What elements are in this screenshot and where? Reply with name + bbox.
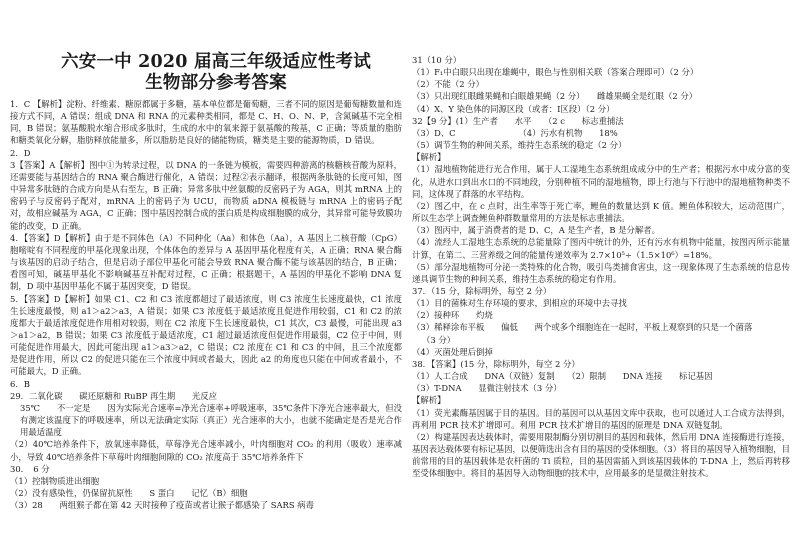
- analysis-label-q32: 【解析】: [412, 152, 446, 163]
- answer-q37-head: 37．（15 分，除标明外，每空 2 分）: [412, 285, 552, 296]
- answer-q37-3-score: （3 分）: [422, 334, 456, 345]
- analysis-q32-3: （3）图丙中，属于消费者的是 D、C，A 是生产者，B 是分解者。: [412, 225, 661, 236]
- answer-q2: 2．D: [10, 147, 31, 158]
- answer-q31-head: 31（10 分）: [412, 55, 462, 65]
- answer-q1: 1．C 【解析】淀粉、纤维素、糖原都属于多糖，基本单位都是葡萄糖，三者不同的原因是葡萄糖数量和连接方式不同，A 错误；组成 DNA 和 RNA 的元素种类相同，都是 C、H、O、N、P，含氮碱基不完全相同，B 错误；氨基酸脱水缩合形成多肽时，生成的水中的氧来源于氨基酸的羧基，C 正确；等质量的脂肪和糖类氧化分解，脂肪释放能量多，所以脂肪是良好的储能物质，糖类是主要的能源物质，D 错误。: [10, 99, 402, 146]
- analysis-label-q38: 【解析】: [412, 395, 446, 406]
- answer-q6: 6．B: [10, 378, 30, 389]
- answer-q31-2: （2）不能（2 分）: [412, 79, 484, 90]
- analysis-q38-2: （2）构建基因表达载体时，需要用限制酶分别切割目的基因和载体，然后用 DNA 连接酶进行连接，基因表达载体要有标记基因，以便筛选出含有目的基因的受体细胞。（3）将目的基因导入植物细胞，目前常用的目的基因载体是农杆菌的 Ti 质粒，目的基因需插入到该基因载体的 T-DNA 上，然后再转移至受体细胞中。将目的基因导入动物细胞的技术中，应用最多的是显微注射技术。: [412, 431, 791, 479]
- answer-q37-4: （4）灭菌处理后倒掉: [412, 346, 493, 357]
- answer-q31-3: （3）只出现红眼雌果蝇和白眼雄果蝇（2 分） 雌雄果蝇全是红眼（2 分）: [412, 91, 698, 102]
- answer-q29-part2: （2）40℃培养条件下，放氧速率降低，草莓净光合速率减小，叶肉细胞对 CO₂ 的利用（吸收）速率减小，导致 40℃培养条件下草莓叶肉细胞间隙的 CO₂ 浓度高于 35℃培养条件下: [10, 439, 402, 462]
- answer-q3: 3【答案】A【解析】图中①为转录过程，以 DNA 的一条链为模板，需要四种游离的核糖核苷酸为原料，还需要能与基因结合的 RNA 聚合酶进行催化，A 错误；过程②表示翻译，根据两条肽链的长度可知，图中异常多肽链的合成方向是从右至左，B 正确；异常多肽中丝氨酸的反密码子为 AGA，则其 mRNA 上的密码子与反密码子配对，mRNA 上的密码子为 UCU，而物质 aDNA 模板链与 mRNA 上的密码子配对，故相应碱基为 AGA，C 正确；图中基因控制合成的蛋白质是构成细胞膜的成分，其异常可能导致膜功能的改变，D 正确。: [10, 159, 402, 231]
- answer-q4: 4．【答案】D【解析】由于是不同体色（A）不同种化（Aa）和体色（Aa），A 基因上二核苷酸（CpG）胞嘧啶有不同程度的甲基化现象出现，个体体色的差异与 A 基因甲基化程度有关，A 正确；RNA 聚合酶与该基因的启动子结合，但是启动子部位甲基化可能会导致 RNA 聚合酶不能与该基因的结合，B 正确；看图可知，碱基甲基化不影响碱基互补配对过程，C 正确；根据题干，A 基因的甲基化不影响 DNA 复制，D 项中基因甲基化不属于基因突变，D 错误。: [10, 232, 402, 292]
- answer-q38-3: （3）T-DNA 显微注射技术（3 分）: [412, 383, 562, 394]
- page-title-line1: 六安一中 2020 届高三年级适应性考试: [61, 52, 371, 72]
- analysis-q38-1: （1）荧光素酶基因属于目的基因。目的基因可以从基因文库中获取，也可以通过人工合成方法得到，再利用 PCR 技术扩增即可。利用 PCR 技术扩增目的基因的原理是 DNA 双链复制。: [412, 407, 790, 430]
- answer-q38-1: （1）人工合成 DNA（双链）复制 （2）限制 DNA 连接 标记基因: [412, 371, 713, 382]
- answer-q32-head: 32【9 分】(1）生产者 水平 （2 c 标志重捕法: [412, 115, 624, 126]
- answer-q29-part1: 35℃ 不一定是 因为实际光合速率=净光合速率+呼吸速率，35℃条件下净光合速率最大，但没有测定该温度下的呼吸速率，所以无法确定实际（真正）光合速率的大小，也就不能确定是否是光合作用最适温度: [20, 402, 402, 438]
- answer-q30-2: （2）没有感染性，仍保留抗原性 S 蛋白 记忆（B）细胞: [10, 488, 248, 498]
- analysis-q32-1: （1）湿地植物能进行光合作用，属于人工湿地生态系统组成成分中的生产者；根据污水中成分富的变化，从进水口到出水口的不同地段，分别种植不同的湿地植物，即上行池与下行池中的湿地植物种类不同，这体现了群落的水平结构。: [412, 164, 790, 199]
- answer-q31-1: （1）F₁中白眼只出现在雄蝇中，眼色与性别相关联（答案合理即可）（2 分）: [412, 67, 699, 78]
- right-column: [412, 0, 790, 479]
- page-title-line2: 生物部分参考答案: [145, 73, 287, 93]
- left-column: [10, 0, 402, 511]
- answer-q37-1: （1）目的菌株对生存环境的要求，到相应的环境中去寻找: [412, 298, 627, 309]
- answer-q30-head: 30． 6 分: [10, 463, 50, 474]
- answer-q37-2: （2）接种环 灼烧: [412, 310, 493, 321]
- analysis-q32-2: （2）图乙中，在 c 点时，出生率等于死亡率，鲤鱼的数量达到 K 值。鲤鱼体积较大，运动范围广，所以生态学上调查鲤鱼种群数量常用的方法是标志重捕法。: [412, 200, 790, 224]
- answer-q37-3: （3）稀释涂布平板 偏低 两个或多个细胞连在一起时，平板上观察到的只是一个菌落: [412, 322, 753, 333]
- answer-q30-3: （3）28 两组猴子都在第 42 天时接种了疫苗或者让猴子都感染了 SARS 病毒: [10, 500, 314, 511]
- analysis-q32-5: （5）部分湿地植物可分泌一类特殊的化合物，吸引鸟类捕食害虫，这一现象体现了生态系统的信息传递具调节生物的种间关系，维持生态系统的稳定有作用。: [412, 261, 790, 284]
- analysis-q32-4: （4）流经人工湿地生态系统的总能量除了图丙中统计的外，还有污水有机物中能量，按图丙所示能量计算，在第二、三营养级之间的能量传递效率为 2.7×10⁵÷（1.5×10⁶）=18%。: [412, 237, 790, 260]
- answer-q31-4: （4）X、Y 染色体的同源区段（或者：Ⅰ区段）（2 分）: [412, 103, 615, 114]
- answer-q30-1: （1）控制物质进出细胞: [10, 475, 100, 486]
- answer-q5: 5．【答案】D【解析】如果 C1、C2 和 C3 浓度都超过了最适浓度，则 C3 浓度生长速度最快，C1 浓度生长速度最慢，则 a1＞a2＞a3，A 错误；如果 C3 浓度低于最适浓度且促进作用较弱，C1 和 C2 的浓度都大于最适浓度促进作用相对较弱，则在 C2 浓度下生长速度最快，C1 其次，C3 最慢，可能出现 a3＞a1＞a2，B 错误；如果 C3 浓度低于最适浓度，C1 超过最适浓度但促进作用最弱，C2 位于中间，则可能促进作用最大，因此可能出现 a1＞a3＞a2，C 错误；C2 浓度在 C1 和 C3 的中间，且三个浓度都是促进作用，所以 C2 的促进只能在三个浓度中间或者最大，因此 a2 的角度也只能在中间或者最小，不可能最大，D 正确。: [10, 293, 402, 377]
- answer-q32-5: （5）调节生物的种间关系，维持生态系统的稳定（2 分）: [412, 140, 627, 151]
- answer-q32-3: （3）D、C （4）污水有机物 18%: [412, 127, 618, 138]
- answer-q38-head: 38．【答案】(15 分，除标明外，每空 2 分）: [412, 358, 580, 369]
- answer-q29-head: 29．二氧化碳 碳还原糖和 RuBP 再生期 光反应: [10, 390, 217, 401]
